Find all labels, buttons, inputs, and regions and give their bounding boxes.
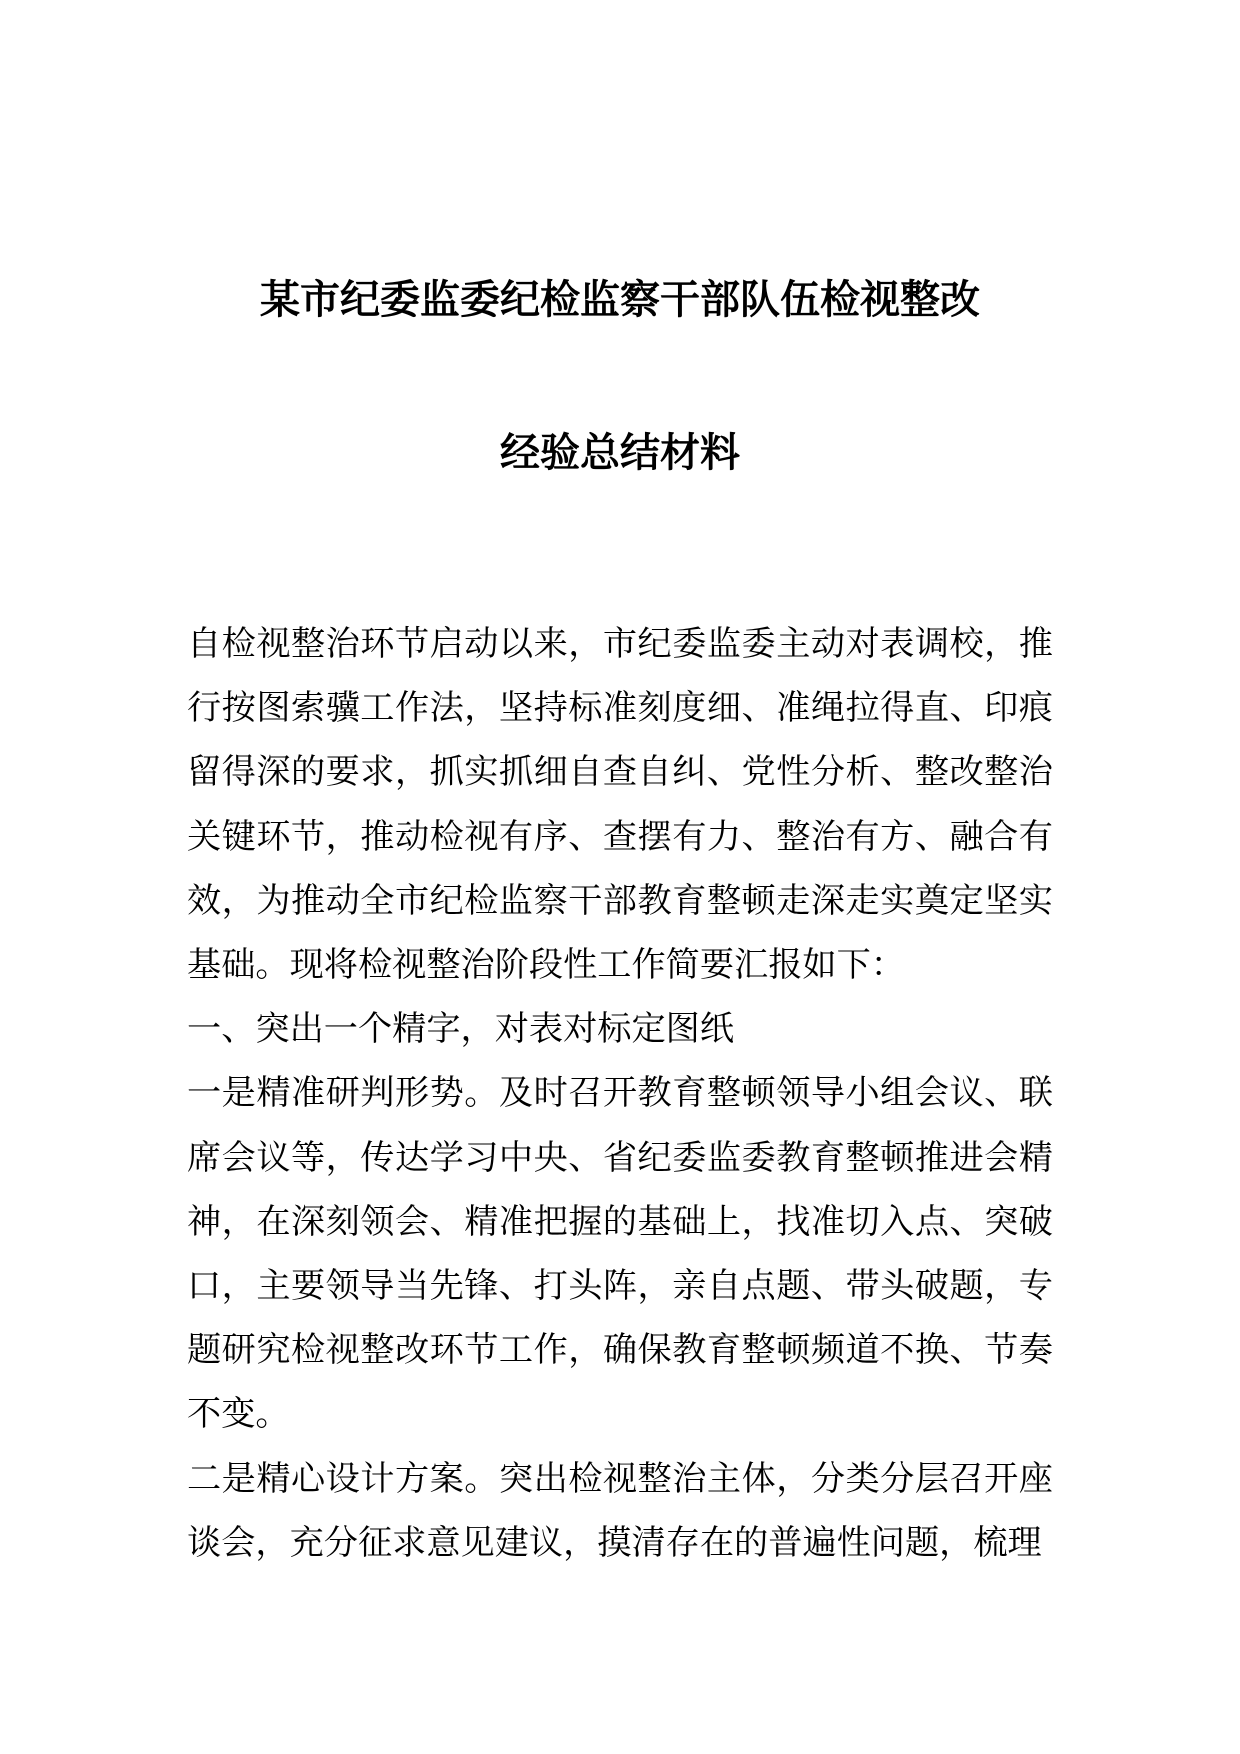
intro-paragraph: 自检视整治环节启动以来，市纪委监委主动对表调校，推行按图索骥工作法，坚持标准刻度细、准绳拉得直、印痕留得深的要求，抓实抓细自查自纠、党性分析、整改整治关键环节，推动检视有序、查摆有力、整治有方、融合有效，为推动全市纪检监察干部教育整顿走深走实奠定坚实基础。现将检视整治阶段性工作简要汇报如下： [187,624,1053,986]
document-body [187,612,1053,1575]
document-title-line-1: 某市纪委监委纪检监察干部队伍检视整改 [260,277,980,323]
paragraph-item-2: 二是精心设计方案。突出检视整治主体，分类分层召开座谈会，充分征求意见建议，摸清存在的普遍性问题，梳理 [187,1458,1053,1563]
section-heading-1: 一、突出一个精字，对表对标定图纸 [187,1009,735,1050]
document-title-line-2: 经验总结材料 [500,430,740,476]
paragraph-item-1: 一是精准研判形势。及时召开教育整顿领导小组会议、联席会议等，传达学习中央、省纪委监委教育整顿推进会精神，在深刻领会、精准把握的基础上，找准切入点、突破口，主要领导当先锋、打头阵，亲自点题、带头破题，专题研究检视整改环节工作，确保教育整顿频道不换、节奏不变。 [187,1073,1053,1435]
